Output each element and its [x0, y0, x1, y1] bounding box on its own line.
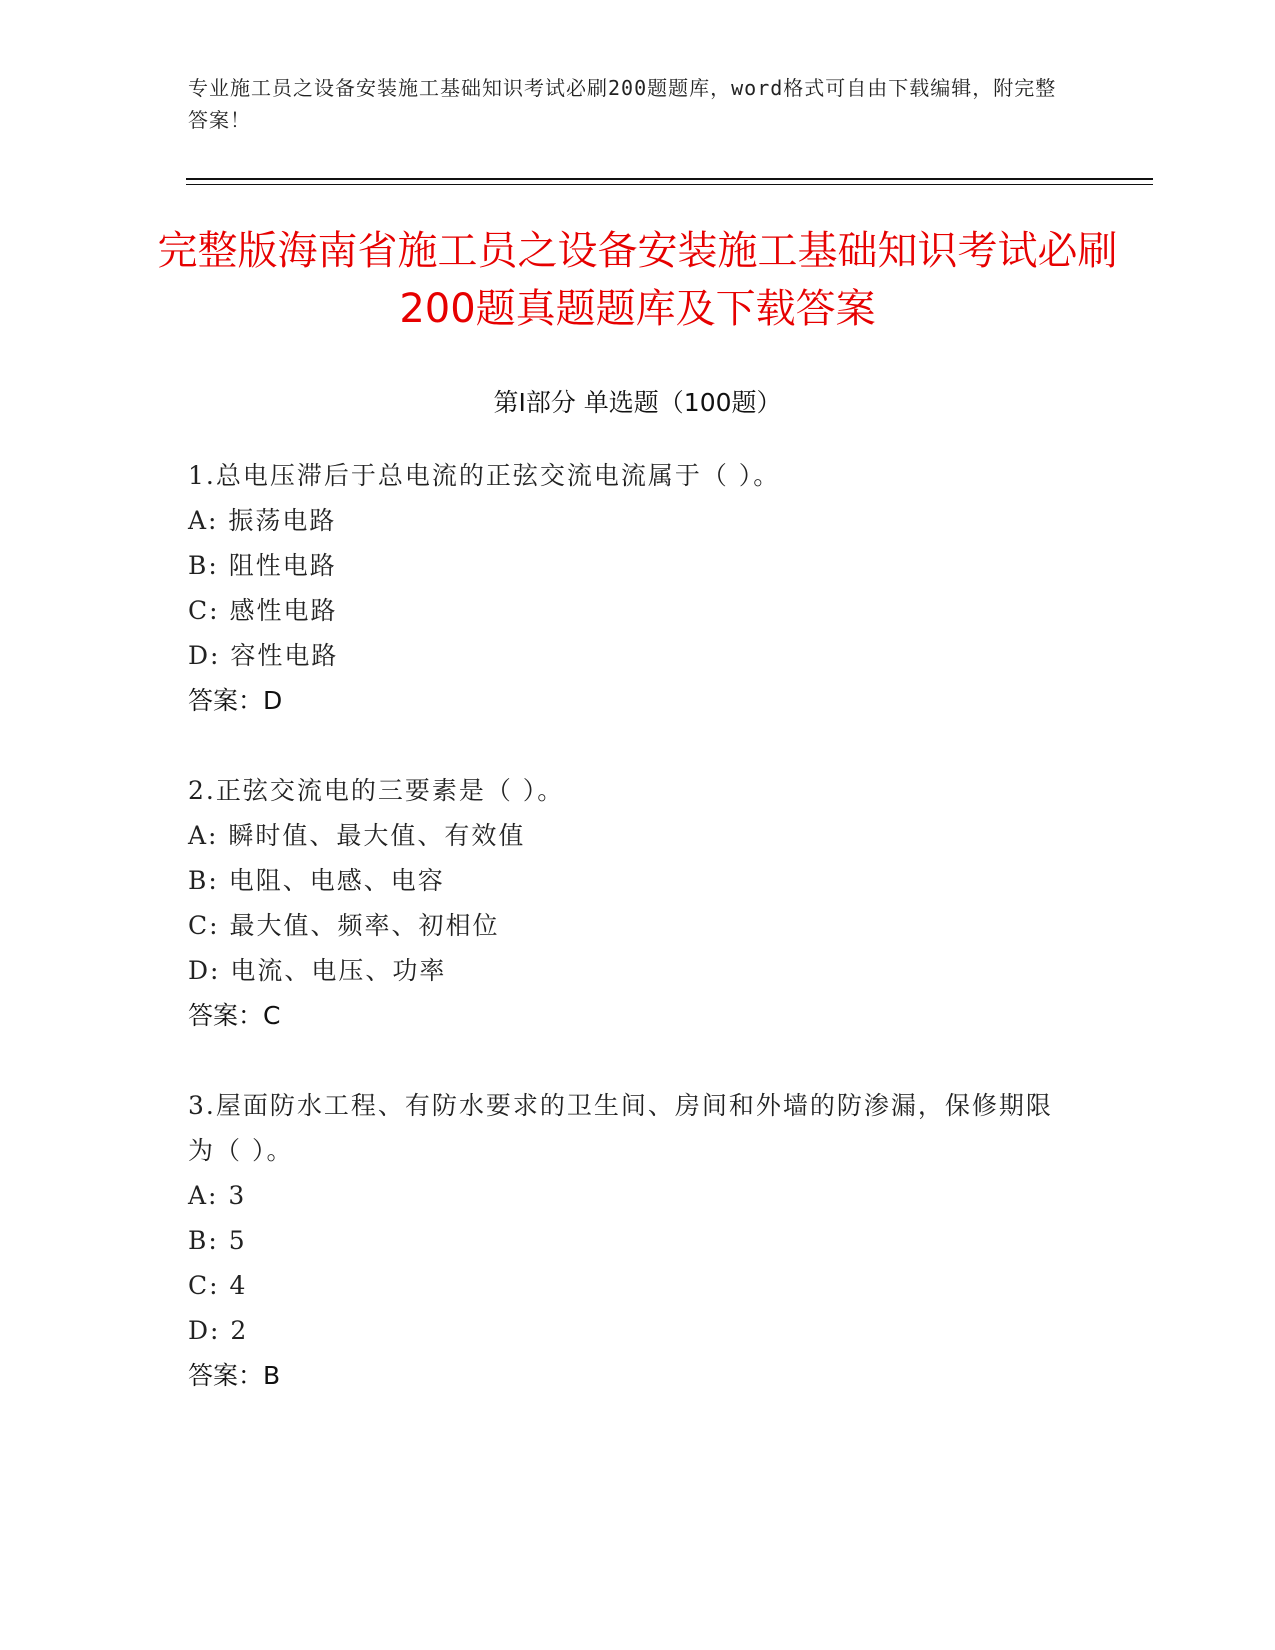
question-stem: 1.总电压滞后于总电流的正弦交流电流属于（ ）。: [188, 461, 781, 490]
option-a: A: 3: [188, 1181, 247, 1210]
option-d: D: 电流、电压、功率: [188, 956, 447, 985]
option-b: B: 电阻、电感、电容: [188, 866, 445, 895]
question-3: [188, 1083, 1068, 1398]
question-1: [188, 453, 1068, 723]
answer: 答案：C: [188, 1001, 281, 1030]
option-a: A: 振荡电路: [188, 506, 337, 535]
answer: 答案：D: [188, 686, 283, 715]
question-2: [188, 768, 1068, 1038]
option-a: A: 瞬时值、最大值、有效值: [188, 821, 526, 850]
header-divider-thin: [186, 184, 1153, 185]
header-divider: [186, 178, 1153, 180]
option-b: B: 阻性电路: [188, 551, 337, 580]
document-title: 完整版海南省施工员之设备安装施工基础知识考试必刷200题真题题库及下载答案: [157, 228, 1118, 332]
header-note: 专业施工员之设备安装施工基础知识考试必刷200题题库，word格式可自由下载编辑，附完整答案！: [188, 76, 1057, 132]
option-c: C: 感性电路: [188, 596, 338, 625]
option-c: C: 最大值、频率、初相位: [188, 911, 500, 940]
option-c: C: 4: [188, 1271, 248, 1300]
option-d: D: 2: [188, 1316, 249, 1345]
section-title: 第Ⅰ部分 单选题（100题）: [493, 388, 782, 417]
answer: 答案：B: [188, 1361, 281, 1390]
option-d: D: 容性电路: [188, 641, 339, 670]
option-b: B: 5: [188, 1226, 247, 1255]
question-stem: 2.正弦交流电的三要素是（ ）。: [188, 776, 565, 805]
question-stem: 3.屋面防水工程、有防水要求的卫生间、房间和外墙的防渗漏，保修期限为（ ）。: [188, 1091, 1053, 1165]
